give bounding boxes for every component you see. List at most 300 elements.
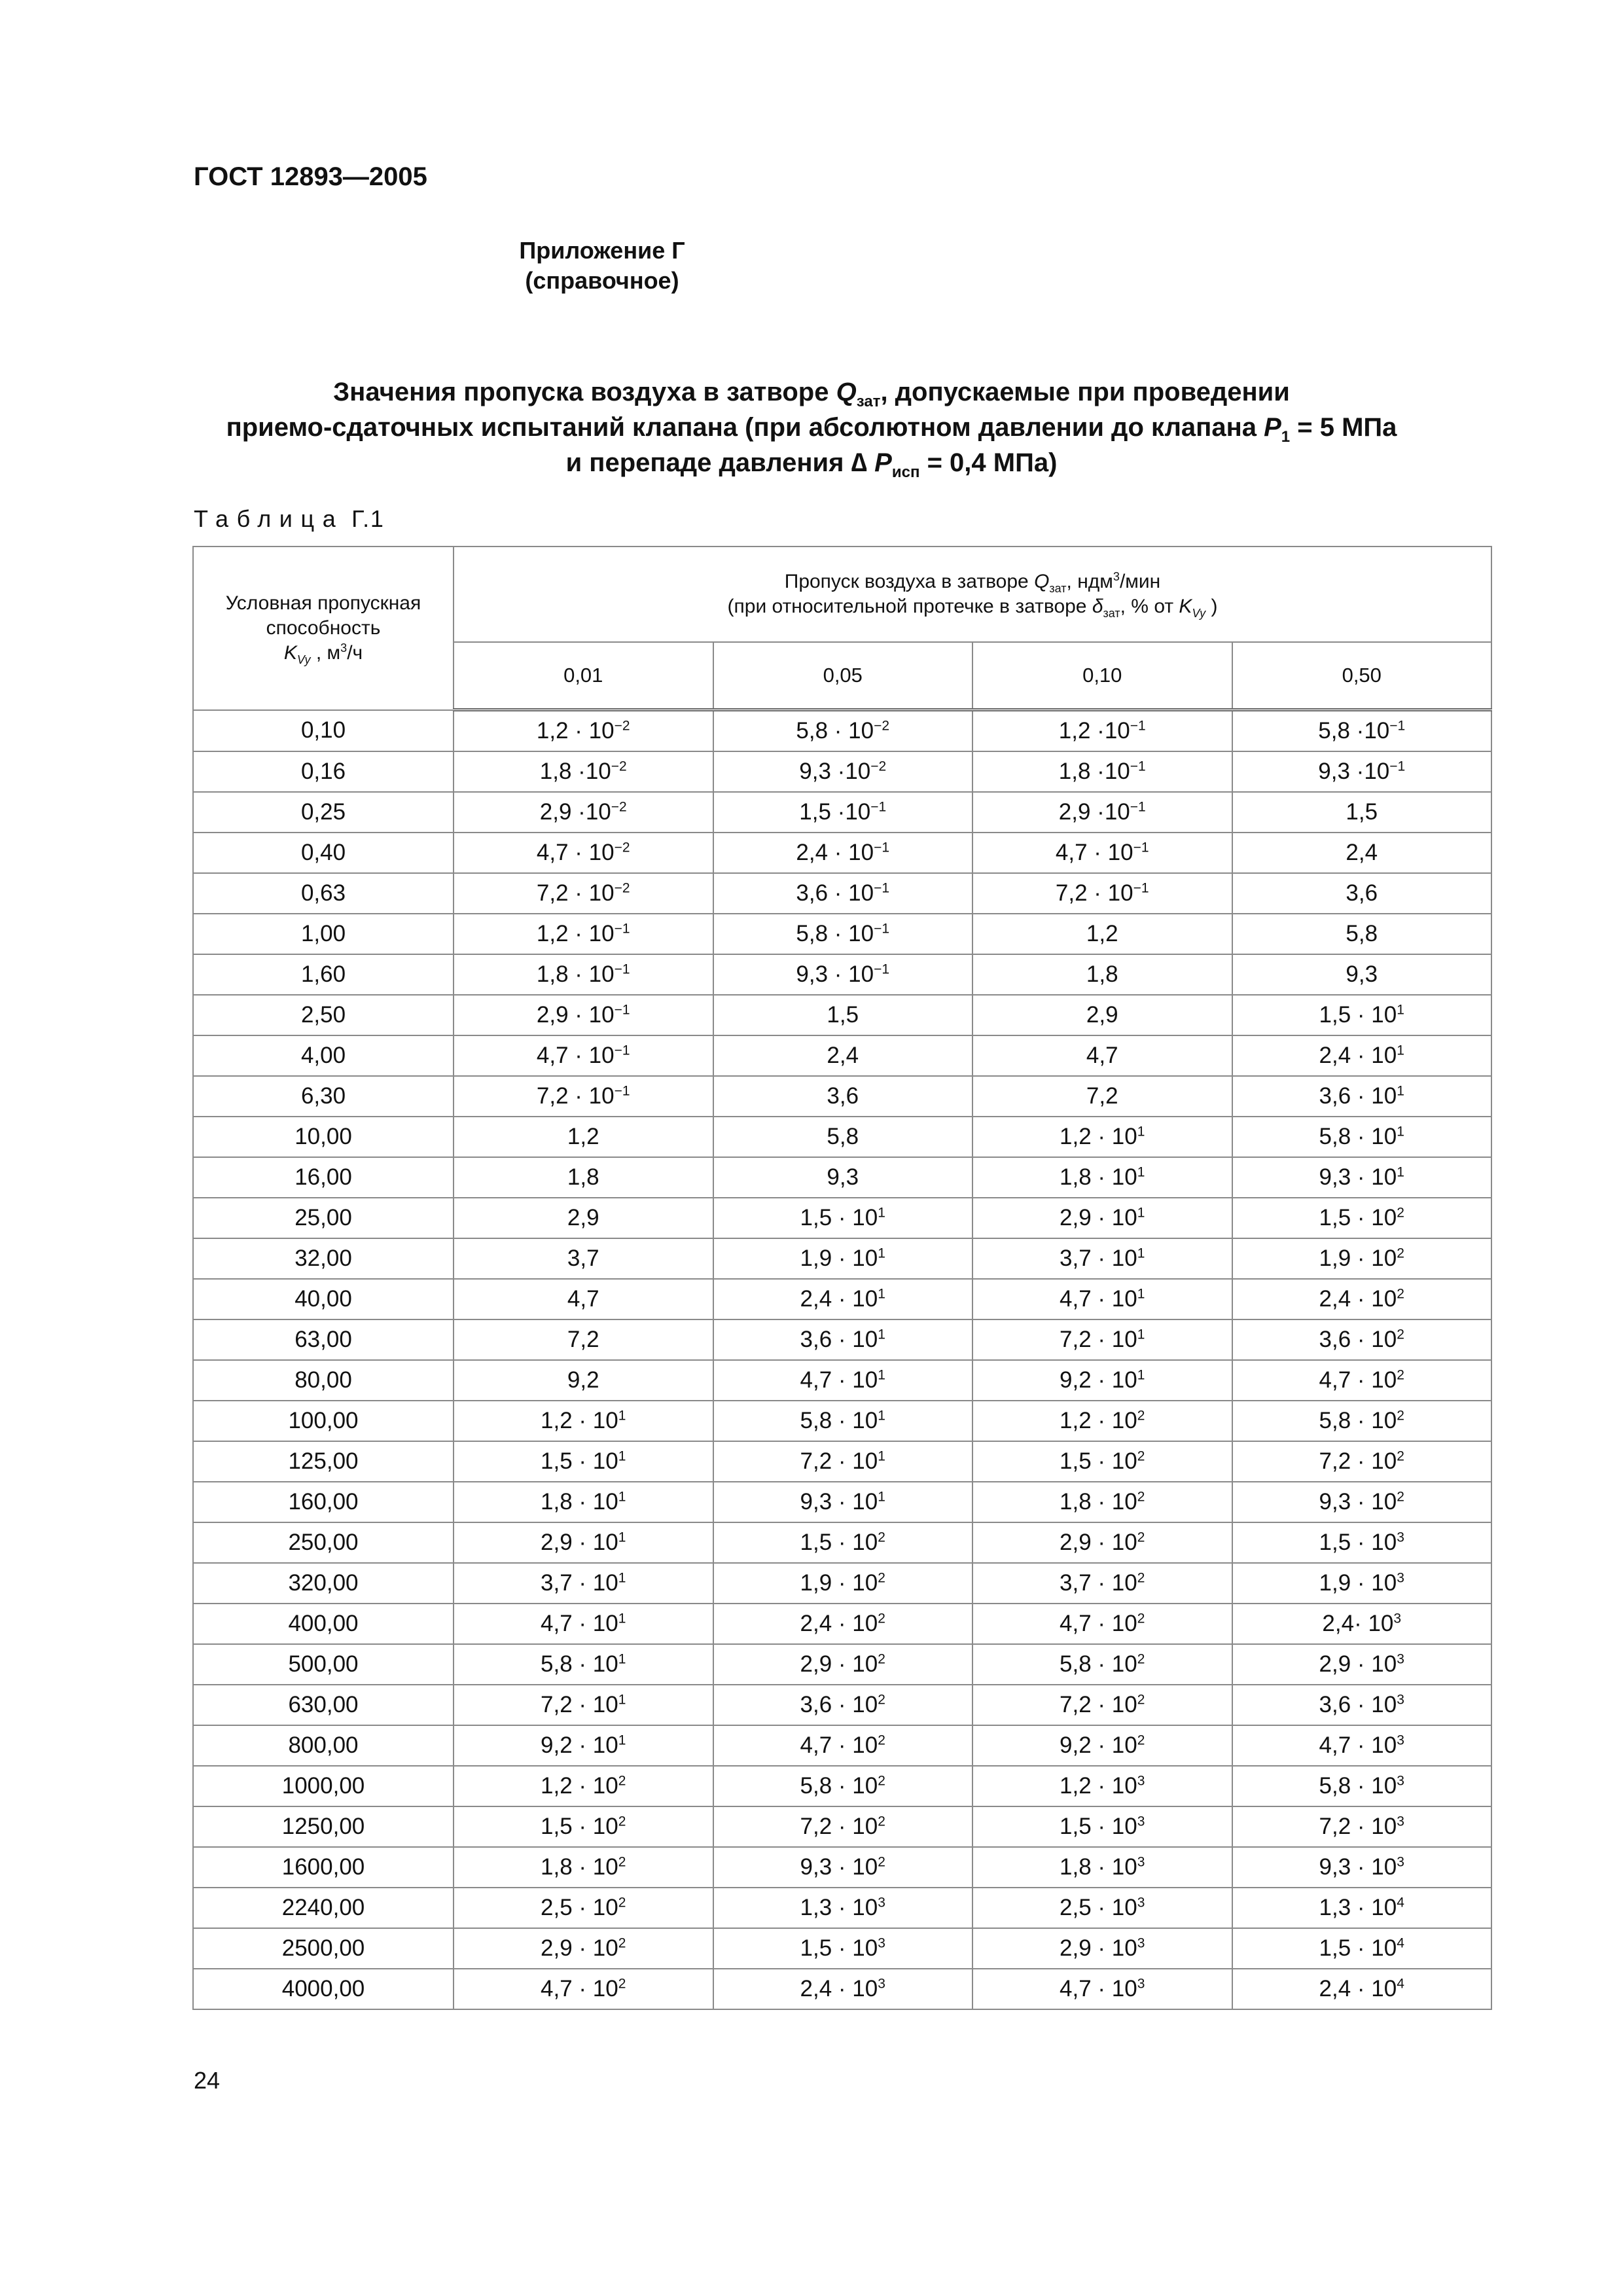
leakage-mantissa: 1,2 · 10 <box>541 1773 618 1799</box>
leakage-mantissa: 5,8 · 10 <box>800 1773 878 1799</box>
leakage-value <box>1319 1002 1404 1028</box>
leakage-mantissa: 2,9 <box>567 1205 599 1230</box>
leakage-cell <box>713 1157 973 1198</box>
leakage-cell <box>972 1644 1232 1685</box>
leakage-exponent: 1 <box>1137 1124 1145 1139</box>
leakage-mantissa: 1,2 <box>567 1124 599 1149</box>
leakage-cell <box>1232 1157 1492 1198</box>
column-header: 0,01 <box>454 642 713 710</box>
leakage-exponent: 1 <box>618 1530 626 1545</box>
leakage-value <box>1319 1246 1404 1271</box>
leakage-value <box>541 1570 626 1596</box>
title-line-3 <box>196 445 1427 480</box>
leakage-exponent: 1 <box>1397 1083 1404 1099</box>
leakage-mantissa: 4,7 · 10 <box>1060 1976 1137 2001</box>
leakage-exponent: 1 <box>1397 1043 1404 1058</box>
leakage-exponent: 1 <box>878 1246 885 1261</box>
leakage-cell <box>454 1238 713 1279</box>
leakage-cell <box>454 1198 713 1238</box>
leakage-value <box>1319 1083 1404 1109</box>
leakage-value <box>537 840 630 865</box>
leakage-exponent: −2 <box>870 759 887 774</box>
table-row <box>193 1157 1491 1198</box>
leakage-mantissa: 5,8 · 10 <box>800 1408 878 1433</box>
leakage-mantissa: 1,5 · 10 <box>541 1448 618 1474</box>
leakage-cell <box>454 1482 713 1522</box>
leakage-mantissa: 9,3 · 10 <box>796 961 874 987</box>
leakage-value <box>796 840 889 865</box>
leakage-cell <box>713 1035 973 1076</box>
leakage-exponent: 2 <box>1397 1286 1404 1302</box>
leakage-cell <box>1232 1401 1492 1441</box>
table-caption <box>194 505 385 533</box>
leakage-cell <box>972 1198 1232 1238</box>
leakage-mantissa: 4,7 · 10 <box>800 1732 878 1758</box>
leakage-exponent: −1 <box>874 921 890 937</box>
leakage-mantissa: 1,8 <box>567 1164 599 1190</box>
table-row <box>193 1644 1491 1685</box>
leakage-mantissa: 7,2 <box>1086 1083 1118 1109</box>
leakage-exponent: 1 <box>1137 1286 1145 1302</box>
leakage-cell <box>713 1401 973 1441</box>
leakage-mantissa: 3,6 <box>1346 880 1378 906</box>
leakage-value <box>799 759 886 784</box>
leakage-mantissa: 9,3 ·10 <box>799 759 871 784</box>
leakage-mantissa: 2,4 · 10 <box>800 1611 878 1636</box>
leakage-exponent: 1 <box>618 1570 626 1586</box>
leakage-value <box>1319 1164 1404 1190</box>
leakage-exponent: 1 <box>1137 1327 1145 1342</box>
leakage-exponent: 1 <box>1397 1002 1404 1018</box>
leakage-mantissa: 1,8 ·10 <box>1058 759 1130 784</box>
leakage-cell <box>1232 792 1492 833</box>
leakage-exponent: 3 <box>1397 1692 1404 1708</box>
table-row <box>193 1604 1491 1644</box>
leakage-value <box>541 1814 626 1839</box>
document-title <box>196 374 1427 480</box>
leakage-exponent: 3 <box>1397 1570 1404 1586</box>
leakage-cell <box>1232 1279 1492 1319</box>
leakage-exponent: 2 <box>878 1854 885 1870</box>
leakage-mantissa: 4,7 · 10 <box>1319 1367 1397 1393</box>
leakage-mantissa: 2,4 · 10 <box>1319 1043 1397 1068</box>
leakage-exponent: −2 <box>874 718 890 734</box>
leakage-mantissa: 1,2 · 10 <box>541 1408 618 1433</box>
leakage-mantissa: 4,7 · 10 <box>800 1367 878 1393</box>
leakage-value <box>1060 1124 1145 1149</box>
leakage-value <box>1346 880 1378 906</box>
leakage-value <box>1086 1083 1118 1109</box>
leakage-mantissa: 1,2 · 10 <box>1060 1408 1137 1433</box>
header-group-text: (при относительной протечке в затворе <box>727 596 1092 617</box>
leakage-value <box>541 1489 626 1515</box>
leakage-exponent: 3 <box>1397 1651 1404 1667</box>
leakage-cell <box>454 792 713 833</box>
leakage-value <box>537 961 630 987</box>
table-row <box>193 1806 1491 1847</box>
leakage-cell <box>972 1969 1232 2009</box>
leakage-exponent: 3 <box>878 1895 885 1910</box>
leakage-mantissa: 1,5 · 10 <box>1060 1814 1137 1839</box>
leakage-cell <box>713 1198 973 1238</box>
leakage-exponent: 2 <box>618 1935 626 1951</box>
leakage-exponent: 2 <box>1397 1408 1404 1424</box>
leakage-mantissa: 1,8 · 10 <box>1060 1854 1137 1880</box>
leakage-exponent: 2 <box>1137 1570 1145 1586</box>
leakage-value <box>1319 1895 1404 1920</box>
leakage-mantissa: 1,5 · 10 <box>800 1530 878 1555</box>
leakage-value <box>827 1164 859 1190</box>
leakage-value <box>800 1692 885 1717</box>
leakage-exponent: 1 <box>1137 1205 1145 1221</box>
leakage-mantissa: 2,4 · 10 <box>796 840 874 865</box>
leakage-mantissa: 9,3 · 10 <box>800 1854 878 1880</box>
leakage-exponent: 2 <box>1137 1530 1145 1545</box>
leakage-exponent: 3 <box>1397 1732 1404 1748</box>
leakage-cell <box>972 1157 1232 1198</box>
leakage-value <box>800 1367 885 1393</box>
leakage-value <box>1060 1570 1145 1596</box>
leakage-cell <box>713 751 973 792</box>
capacity-cell: 800,00 <box>193 1725 454 1766</box>
leakage-mantissa: 5,8 · 10 <box>541 1651 618 1677</box>
leakage-value <box>541 1651 626 1677</box>
leakage-exponent: 2 <box>618 1773 626 1789</box>
leakage-mantissa: 2,9 · 10 <box>1060 1935 1137 1961</box>
leakage-mantissa: 7,2 · 10 <box>800 1448 878 1474</box>
leakage-exponent: −2 <box>611 759 627 774</box>
leakage-cell <box>454 1035 713 1076</box>
leakage-value <box>541 1448 626 1474</box>
leakage-cell <box>713 1522 973 1563</box>
leakage-mantissa: 5,8 · 10 <box>796 921 874 946</box>
leakage-exponent: 4 <box>1397 1976 1404 1992</box>
leakage-exponent: 1 <box>1397 1124 1404 1139</box>
leakage-cell <box>454 1360 713 1401</box>
table-caption-word: Таблица <box>194 505 344 532</box>
leakage-exponent: 2 <box>1137 1692 1145 1708</box>
leakage-cell <box>713 710 973 752</box>
symbol-p: P <box>874 448 892 477</box>
table-row <box>193 1482 1491 1522</box>
leakage-cell <box>972 751 1232 792</box>
leakage-mantissa: 1,8 · 10 <box>536 961 615 987</box>
leakage-exponent: 2 <box>1137 1611 1145 1626</box>
leakage-exponent: −1 <box>1389 718 1406 734</box>
leakage-mantissa: 5,8 · 10 <box>796 718 874 744</box>
leakage-cell <box>454 1319 713 1360</box>
leakage-mantissa: 4,7 <box>567 1286 599 1312</box>
leakage-mantissa: 3,6 · 10 <box>1319 1083 1397 1109</box>
leakage-mantissa: 5,8 ·10 <box>1318 718 1390 744</box>
capacity-cell: 4,00 <box>193 1035 454 1076</box>
leakage-exponent: 2 <box>1397 1246 1404 1261</box>
leakage-mantissa: 2,4 · 10 <box>800 1976 878 2001</box>
leakage-value <box>541 1854 626 1880</box>
leakage-mantissa: 4,7 · 10 <box>536 840 615 865</box>
leakage-exponent: −1 <box>874 840 890 855</box>
leakage-cell <box>972 1847 1232 1888</box>
leakage-exponent: 3 <box>1397 1530 1404 1545</box>
leakage-value <box>1060 1246 1145 1271</box>
table-row <box>193 1279 1491 1319</box>
leakage-exponent: −2 <box>611 799 627 815</box>
leakage-value <box>800 1205 885 1230</box>
capacity-cell: 1600,00 <box>193 1847 454 1888</box>
leakage-cell <box>1232 954 1492 995</box>
header-group-text: , % от <box>1120 596 1179 617</box>
leakage-exponent: 1 <box>618 1611 626 1626</box>
leakage-value <box>1060 1489 1145 1515</box>
leakage-cell <box>713 1928 973 1969</box>
leakage-cell <box>713 1644 973 1685</box>
leakage-mantissa: 1,5 <box>827 1002 859 1028</box>
leakage-exponent: 1 <box>1137 1246 1145 1261</box>
leakage-cell <box>454 1888 713 1928</box>
leakage-exponent: 2 <box>878 1570 885 1586</box>
leakage-mantissa: 2,4· 10 <box>1322 1611 1394 1636</box>
leakage-value <box>567 1367 599 1393</box>
leakage-exponent: 1 <box>878 1367 885 1383</box>
title-text: Значения пропуска воздуха в затворе <box>333 378 836 406</box>
appendix-heading <box>0 236 1623 296</box>
leakage-exponent: −2 <box>614 718 630 734</box>
leakage-value <box>1319 1367 1404 1393</box>
leakage-mantissa: 4,7 · 10 <box>1319 1732 1397 1758</box>
leakage-value <box>567 1286 599 1312</box>
leakage-mantissa: 2,4 <box>827 1043 859 1068</box>
leakage-cell <box>713 1969 973 2009</box>
leakage-value <box>1059 759 1146 784</box>
leakage-cell <box>454 1725 713 1766</box>
capacity-cell: 630,00 <box>193 1685 454 1725</box>
leakage-cell <box>972 792 1232 833</box>
standard-id: ГОСТ 12893—2005 <box>194 162 427 191</box>
leakage-value <box>800 1651 885 1677</box>
leakage-value <box>1319 1205 1404 1230</box>
leakage-mantissa: 3,6 · 10 <box>1319 1692 1397 1717</box>
leakage-exponent: 2 <box>878 1530 885 1545</box>
title-text: приемо-сдаточных испытаний клапана (при абсолютном давлении до клапана <box>226 413 1264 442</box>
leakage-mantissa: 7,2 · 10 <box>1319 1814 1397 1839</box>
leakage-cell <box>972 995 1232 1035</box>
leakage-cell <box>1232 833 1492 873</box>
symbol-q-sub: зат <box>1049 582 1067 595</box>
leakage-value <box>1060 1286 1145 1312</box>
leakage-mantissa: 7,2 <box>567 1327 599 1352</box>
page-number: 24 <box>194 2067 221 2094</box>
leakage-exponent: −1 <box>614 961 630 977</box>
table-row <box>193 1360 1491 1401</box>
leakage-value <box>540 759 627 784</box>
leakage-mantissa: 1,3 · 10 <box>800 1895 878 1920</box>
table-row <box>193 873 1491 914</box>
symbol-q-sub: зат <box>856 393 881 410</box>
leakage-value <box>567 1327 599 1352</box>
header-unit-sup: 3 <box>340 641 348 655</box>
leakage-exponent: 3 <box>1397 1814 1404 1829</box>
capacity-cell: 25,00 <box>193 1198 454 1238</box>
leakage-value <box>537 880 630 906</box>
header-unit: , м <box>310 641 341 664</box>
leakage-value <box>800 1935 885 1961</box>
title-text: = 0,4 МПа) <box>919 448 1058 477</box>
symbol-p-sub: 1 <box>1281 428 1291 446</box>
leakage-cell <box>713 954 973 995</box>
leakage-mantissa: 9,3 <box>1346 961 1378 987</box>
leakage-value <box>1319 1408 1404 1433</box>
title-text: = 5 МПа <box>1290 413 1397 442</box>
capacity-cell: 2500,00 <box>193 1928 454 1969</box>
leakage-cell <box>713 1117 973 1157</box>
leakage-exponent: 2 <box>1137 1448 1145 1464</box>
leakage-cell <box>1232 1522 1492 1563</box>
leakage-table <box>192 546 1492 2010</box>
leakage-value <box>827 1083 859 1109</box>
leakage-mantissa: 3,6 · 10 <box>800 1327 878 1352</box>
header-group-text: /мин <box>1119 571 1161 592</box>
capacity-cell: 160,00 <box>193 1482 454 1522</box>
leakage-value <box>1060 1935 1145 1961</box>
leakage-mantissa: 1,9 · 10 <box>1319 1246 1397 1271</box>
leakage-mantissa: 4,7 <box>1086 1043 1118 1068</box>
leakage-cell <box>1232 1441 1492 1482</box>
leakage-value <box>537 1083 630 1109</box>
leakage-cell <box>1232 1928 1492 1969</box>
leakage-cell <box>454 751 713 792</box>
header-capacity <box>193 547 454 710</box>
symbol-p: P <box>1264 413 1281 442</box>
leakage-value <box>827 1124 859 1149</box>
leakage-cell <box>972 1238 1232 1279</box>
leakage-value <box>1060 1854 1145 1880</box>
leakage-value <box>1319 1124 1404 1149</box>
table-row <box>193 710 1491 752</box>
symbol-k-sub: Vy <box>1192 607 1206 620</box>
leakage-mantissa: 3,7 · 10 <box>1060 1246 1137 1271</box>
leakage-value <box>1060 1164 1145 1190</box>
leakage-cell <box>713 1279 973 1319</box>
leakage-cell <box>454 954 713 995</box>
leakage-value <box>1056 880 1149 906</box>
table-row <box>193 1401 1491 1441</box>
leakage-mantissa: 1,9 · 10 <box>800 1246 878 1271</box>
leakage-exponent: −1 <box>874 961 890 977</box>
leakage-exponent: 3 <box>1397 1854 1404 1870</box>
leakage-exponent: 2 <box>618 1976 626 1992</box>
leakage-exponent: −1 <box>870 799 887 815</box>
leakage-cell <box>454 1685 713 1725</box>
leakage-value <box>1346 921 1378 946</box>
leakage-cell <box>972 1806 1232 1847</box>
leakage-cell <box>713 1319 973 1360</box>
leakage-mantissa: 9,3 · 10 <box>1319 1854 1397 1880</box>
leakage-value <box>1060 1651 1145 1677</box>
leakage-exponent: 4 <box>1397 1895 1404 1910</box>
leakage-value <box>1346 840 1378 865</box>
leakage-mantissa: 1,5 ·10 <box>799 799 871 825</box>
leakage-mantissa: 4,7 · 10 <box>541 1976 618 2001</box>
leakage-mantissa: 1,8 · 10 <box>541 1489 618 1515</box>
leakage-mantissa: 1,5 <box>1346 799 1378 825</box>
title-line-1 <box>196 374 1427 410</box>
leakage-cell <box>713 792 973 833</box>
capacity-cell: 32,00 <box>193 1238 454 1279</box>
leakage-mantissa: 2,4 · 10 <box>1319 1976 1397 2001</box>
leakage-value <box>1060 1530 1145 1555</box>
leakage-cell <box>454 1644 713 1685</box>
leakage-cell <box>972 1766 1232 1806</box>
leakage-cell <box>1232 1035 1492 1076</box>
table-row <box>193 1117 1491 1157</box>
leakage-mantissa: 7,2 · 10 <box>1060 1692 1137 1717</box>
leakage-value <box>1319 1935 1404 1961</box>
table-row <box>193 1969 1491 2009</box>
table-row <box>193 1319 1491 1360</box>
leakage-value <box>1318 718 1405 744</box>
capacity-cell: 0,10 <box>193 710 454 752</box>
capacity-cell: 2,50 <box>193 995 454 1035</box>
leakage-exponent: 1 <box>1397 1164 1404 1180</box>
leakage-value <box>796 718 889 744</box>
capacity-cell: 1,00 <box>193 914 454 954</box>
capacity-cell: 1,60 <box>193 954 454 995</box>
table-row <box>193 1198 1491 1238</box>
leakage-cell <box>1232 1319 1492 1360</box>
header-capacity-line2: способность <box>266 617 381 639</box>
leakage-value <box>1060 1205 1145 1230</box>
leakage-exponent: 2 <box>1137 1408 1145 1424</box>
leakage-cell <box>454 1766 713 1806</box>
leakage-exponent: 2 <box>618 1895 626 1910</box>
leakage-value <box>1318 759 1405 784</box>
leakage-value <box>1319 1651 1404 1677</box>
leakage-cell <box>1232 995 1492 1035</box>
leakage-value <box>1060 1367 1145 1393</box>
capacity-cell: 0,40 <box>193 833 454 873</box>
leakage-value <box>1059 718 1146 744</box>
capacity-cell: 400,00 <box>193 1604 454 1644</box>
leakage-cell <box>1232 914 1492 954</box>
leakage-cell <box>713 1766 973 1806</box>
leakage-exponent: −1 <box>614 1083 630 1099</box>
capacity-cell: 320,00 <box>193 1563 454 1604</box>
leakage-cell <box>713 1604 973 1644</box>
leakage-mantissa: 7,2 · 10 <box>536 880 615 906</box>
leakage-mantissa: 7,2 · 10 <box>541 1692 618 1717</box>
leakage-value <box>827 1002 859 1028</box>
leakage-mantissa: 2,9 <box>1086 1002 1118 1028</box>
leakage-value <box>567 1205 599 1230</box>
leakage-mantissa: 1,9 · 10 <box>800 1570 878 1596</box>
leakage-mantissa: 9,2 · 10 <box>1060 1367 1137 1393</box>
leakage-cell <box>454 1522 713 1563</box>
leakage-value <box>1060 1814 1145 1839</box>
leakage-exponent: 1 <box>618 1651 626 1667</box>
table-row <box>193 792 1491 833</box>
leakage-value <box>1319 1286 1404 1312</box>
leakage-cell <box>713 1238 973 1279</box>
leakage-cell <box>454 1441 713 1482</box>
leakage-mantissa: 1,8 ·10 <box>539 759 611 784</box>
leakage-cell <box>454 1279 713 1319</box>
leakage-cell <box>1232 1076 1492 1117</box>
leakage-mantissa: 2,9 · 10 <box>800 1651 878 1677</box>
leakage-cell <box>972 1563 1232 1604</box>
leakage-mantissa: 1,2 ·10 <box>1058 718 1130 744</box>
leakage-exponent: 3 <box>1393 1611 1402 1626</box>
leakage-mantissa: 2,4 <box>1346 840 1378 865</box>
